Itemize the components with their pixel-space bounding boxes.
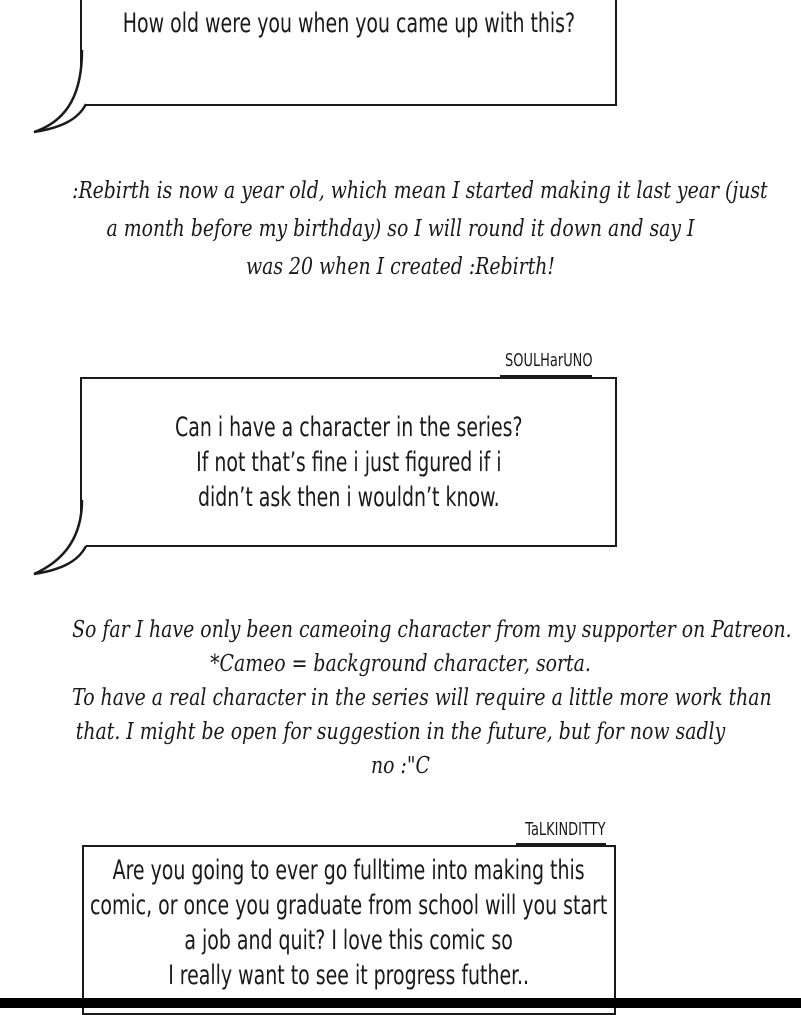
answer-2 (0, 613, 801, 783)
answer-2-line-2: *Cameo = background character, sorta. (210, 651, 591, 677)
question-3-line-3: a job and quit? I love this comic so (184, 925, 514, 956)
question-2-line-3: didn’t ask then i wouldn’t know. (197, 481, 500, 513)
username-2: TaLKINDITTY (524, 819, 605, 840)
question-3-line-4: I really want to see it progress futher.. (168, 960, 530, 991)
username-1: SOULHarUNO (505, 350, 593, 371)
question-1-line-1: How old were you when you came up with this? (122, 8, 575, 39)
question-bubble-1 (80, 0, 617, 106)
bubble-tail-1 (30, 50, 90, 140)
answer-1-line-2: a month before my birthday) so I will round it down and say I (106, 216, 695, 242)
answer-2-line-5: no :"C (371, 753, 430, 779)
answer-1-line-3: was 20 when I created :Rebirth! (245, 254, 556, 280)
question-3-line-1: Are you going to ever go fulltime into making this (113, 855, 586, 886)
answer-1 (0, 172, 801, 286)
answer-2-line-3: To have a real character in the series will require a little more work than (72, 685, 772, 711)
bottom-black-bar (0, 998, 801, 1008)
answer-2-line-4: that. I might be open for suggestion in the future, but for now sadly (75, 719, 726, 745)
bubble-tail-2 (30, 500, 90, 580)
question-bubble-2 (80, 377, 617, 547)
question-2-line-2: If not that’s fine i just figured if i (195, 446, 502, 478)
answer-2-line-1: So far I have only been cameoing character from my supporter on Patreon. (72, 617, 792, 643)
answer-1-line-1: :Rebirth is now a year old, which mean I started making it last year (just (72, 178, 768, 204)
question-bubble-3 (82, 845, 616, 1015)
question-3-line-2: comic, or once you graduate from school will you start (90, 890, 608, 921)
question-2-line-1: Can i have a character in the series? (174, 411, 523, 443)
